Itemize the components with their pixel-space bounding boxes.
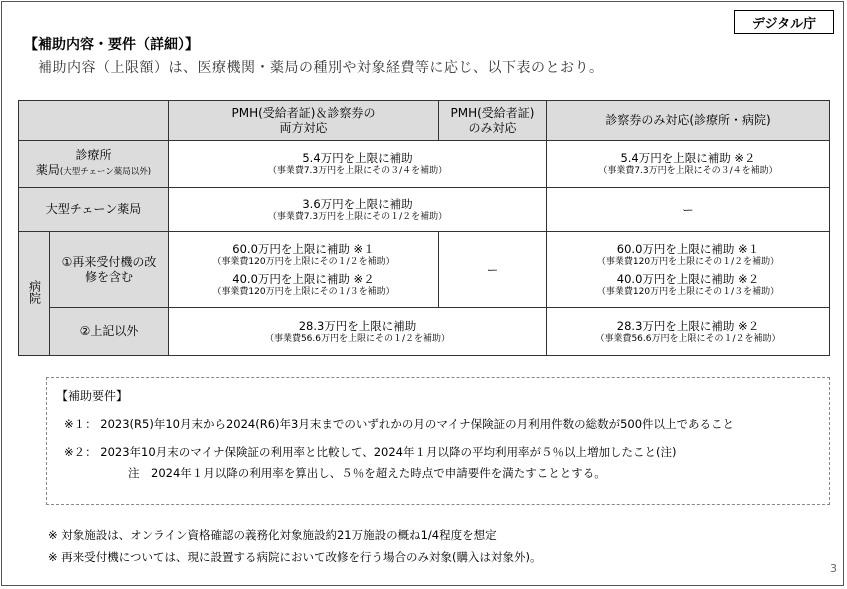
subsidy-table <box>18 100 830 356</box>
footnote-1: ※ 対象施設は、オンライン資格確認の義務化対象施設約21万施設の概ね1/4程度を想定 <box>48 528 497 542</box>
hosp1-pmh-cell: ー <box>439 232 547 308</box>
header-corner <box>19 101 169 141</box>
clinic-card-note: （事業費7.3万円を上限にその３/４を補助） <box>598 166 778 176</box>
agency-label: デジタル庁 <box>734 10 834 34</box>
chain-both-amount: 3.6万円を上限に補助 <box>302 196 413 211</box>
clinic-card-amount: 5.4万円を上限に補助 ※２ <box>620 151 756 165</box>
hosp1-card-amount2: 40.0万円を上限に補助 ※２ <box>616 271 760 286</box>
row-label-hosp1 <box>50 232 169 308</box>
row-label-clinic-line1: 診療所 <box>75 148 112 162</box>
hosp1-both-note2: （事業費120万円を上限にその１/３を補助） <box>212 286 395 297</box>
hosp2-both-cell <box>169 308 547 356</box>
chain-both-note: （事業費7.3万円を上限にその１/２を補助） <box>267 211 448 222</box>
hosp1-card-amount1: 60.0万円を上限に補助 ※１ <box>616 241 760 256</box>
requirement-1: ※１： 2023(R5)年10月末から2024(R6)年3月末までのいずれかの月のマイナ保険証の月利用件数の総数が500件以上であること <box>64 417 735 431</box>
intro-text: 補助内容（上限額）は、医療機関・薬局の種別や対象経費等に応じ、以下表のとおり。 <box>38 60 604 76</box>
hosp2-card-note: （事業費56.6万円を上限にその１/２を補助） <box>595 333 781 344</box>
hosp1-card-cell <box>547 232 830 308</box>
header-card-only: 診察券のみ対応(診療所・病院) <box>547 101 830 141</box>
table-row <box>19 232 830 308</box>
requirements-title: 【補助要件】 <box>56 389 129 403</box>
clinic-both-amount: 5.4万円を上限に補助 <box>302 151 413 165</box>
hosp1-both-amount2: 40.0万円を上限に補助 ※２ <box>232 271 375 286</box>
hosp2-card-cell <box>547 308 830 356</box>
table-row <box>19 308 830 356</box>
row-label-hosp1-line1: ①再来受付機の改 <box>61 254 157 269</box>
footnote-2: ※ 再来受付機については、現に設置する病院において改修を行う場合のみ対象(購入は対象外)。 <box>48 550 542 564</box>
hosp2-both-note: （事業費56.6万円を上限にその１/２を補助） <box>264 333 451 344</box>
row-label-pharmacy: 薬局 <box>35 163 60 177</box>
row-label-chain: 大型チェーン薬局 <box>19 188 169 232</box>
row-label-hosp1-line2: 修を含む <box>84 269 133 284</box>
clinic-card-cell <box>547 141 830 188</box>
row-label-hosp2: ②上記以外 <box>50 308 169 356</box>
clinic-both-cell <box>169 141 547 188</box>
table-row <box>19 141 830 188</box>
row-label-pharmacy-note: (大型チェーン薬局以外) <box>59 167 152 177</box>
chain-both-cell <box>169 188 547 232</box>
table-row <box>19 188 830 232</box>
row-label-hospital-text: 病院 <box>27 279 42 304</box>
page-title: 【補助内容・要件（詳細）】 <box>24 37 199 53</box>
requirement-2: ※２： 2023年10月末のマイナ保険証の利用率と比較して、2024年１月以降の平均利用率が５％以上増加したこと(注) <box>64 445 677 459</box>
hosp1-card-note1: （事業費120万円を上限にその１/２を補助） <box>596 256 780 267</box>
hosp1-both-note1: （事業費120万円を上限にその１/２を補助） <box>212 256 395 267</box>
page-number: 3 <box>830 562 837 575</box>
header-pmh-line2: のみ対応 <box>468 120 517 135</box>
hosp2-both-amount: 28.3万円を上限に補助 <box>298 318 417 333</box>
header-pmh-line1: PMH(受給者証) <box>450 105 535 120</box>
header-both-line1: PMH(受給者証)＆診察券の <box>231 105 376 120</box>
requirements-box <box>46 377 830 505</box>
header-both <box>169 101 439 141</box>
row-label-clinic <box>19 141 169 188</box>
hosp1-both-cell <box>169 232 439 308</box>
row-label-hospital <box>19 232 50 356</box>
table-header-row <box>19 101 830 141</box>
clinic-both-note: （事業費7.3万円を上限にその３/４を補助） <box>267 166 448 176</box>
hosp1-card-note2: （事業費120万円を上限にその１/３を補助） <box>596 286 780 297</box>
chain-card-cell: ー <box>547 188 830 232</box>
header-both-line2: 両方対応 <box>279 120 328 135</box>
requirement-2-note: 注 2024年１月以降の利用率を算出し、５％を超えた時点で申請要件を満たすこととする。 <box>128 466 606 480</box>
hosp2-card-amount: 28.3万円を上限に補助 ※２ <box>616 318 760 333</box>
header-pmh-only <box>439 101 547 141</box>
hosp1-both-amount1: 60.0万円を上限に補助 ※１ <box>232 241 375 256</box>
